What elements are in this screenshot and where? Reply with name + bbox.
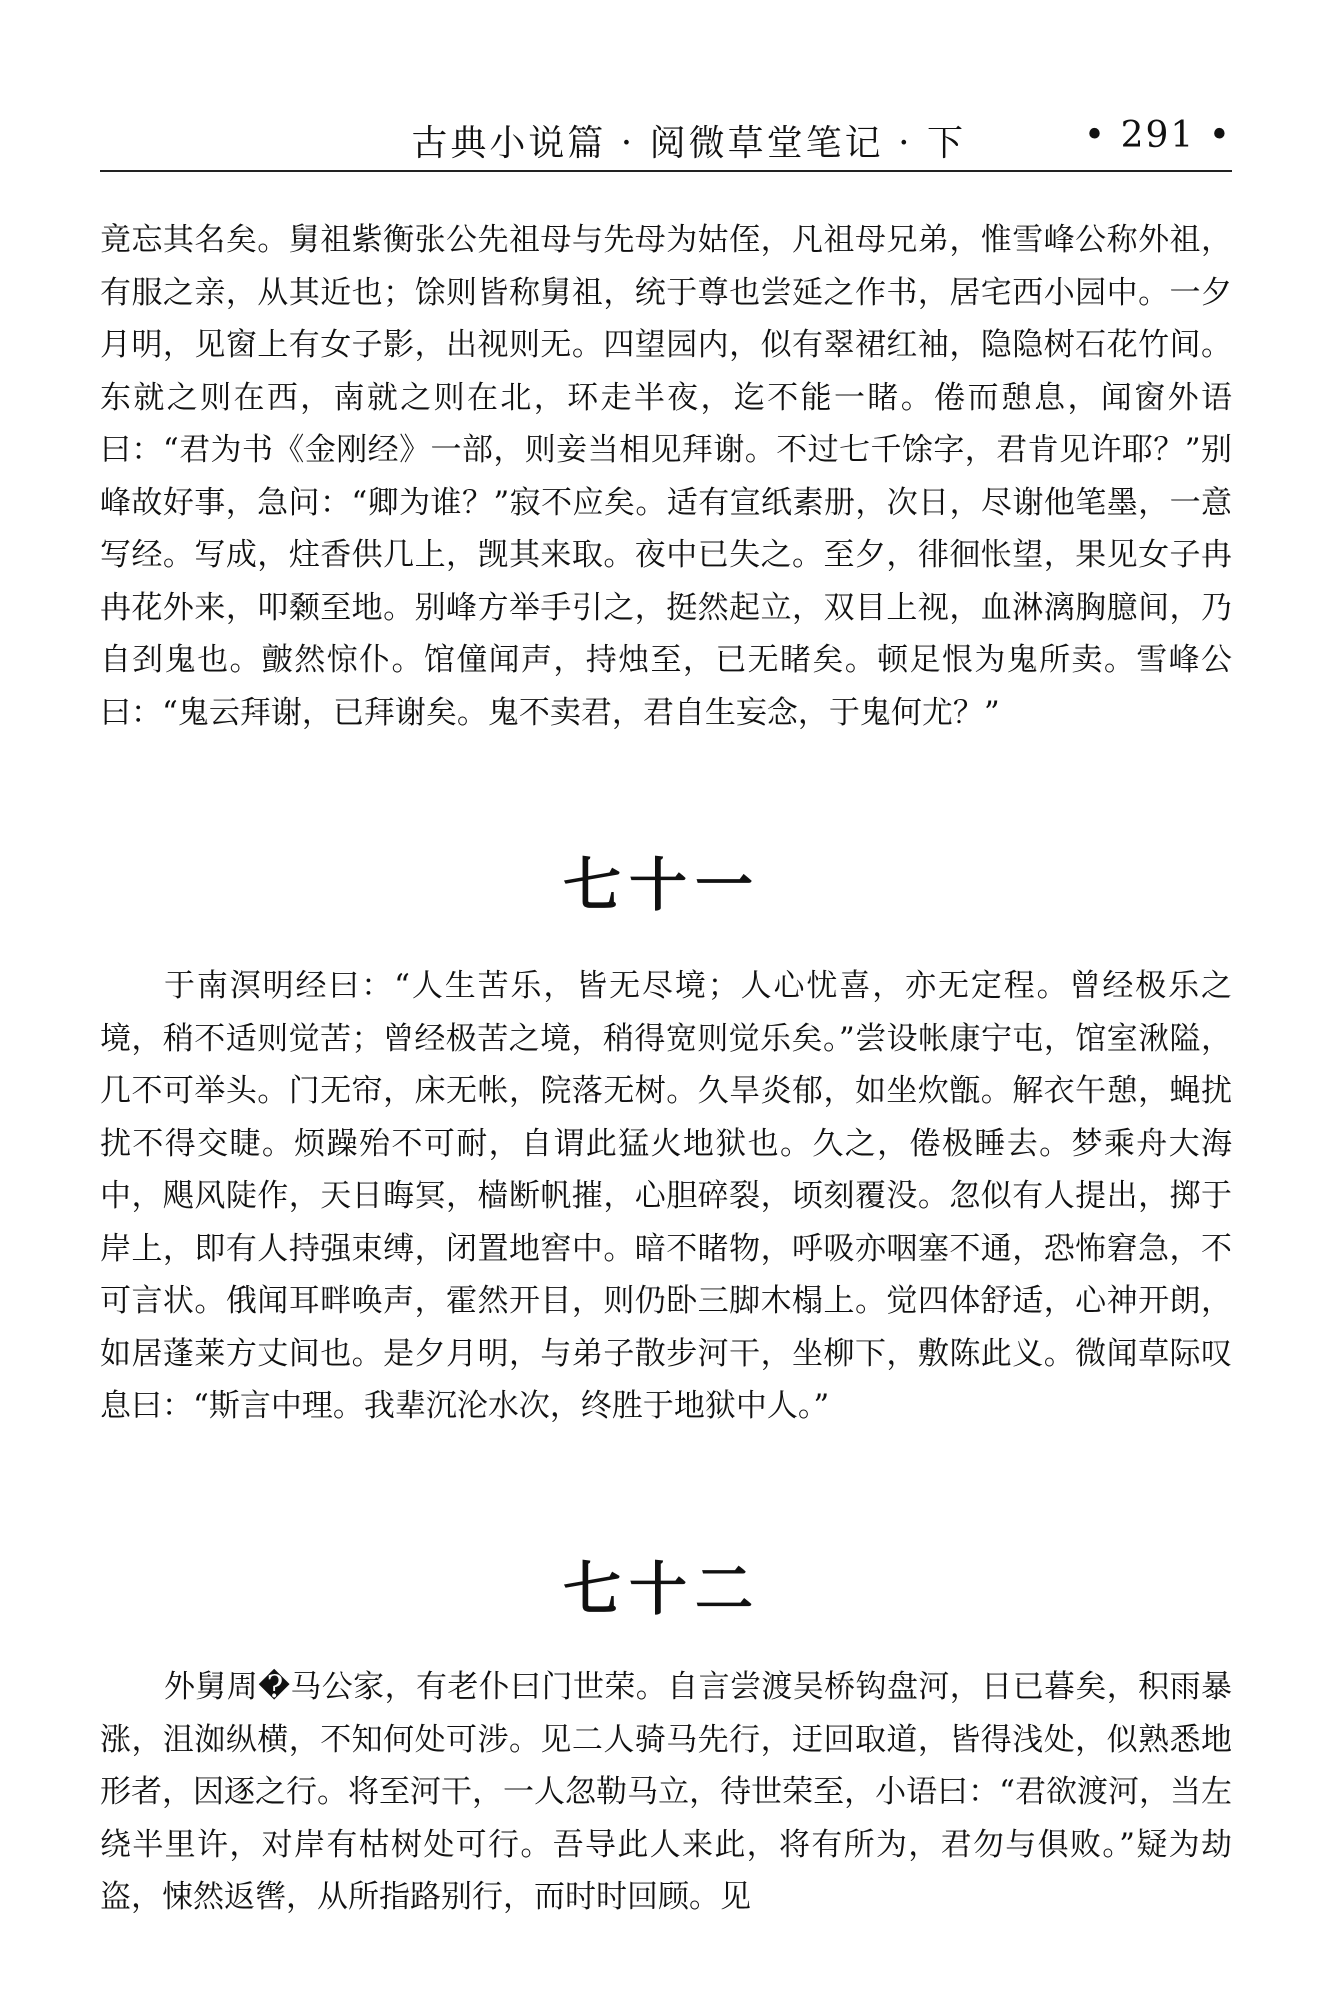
section-heading-72: 七十二 <box>562 1555 761 1623</box>
running-header-title: 古典小说篇 · 阅微草堂笔记 · 下 <box>411 123 966 164</box>
running-header <box>100 105 1232 165</box>
paragraph-section-71: 于南溟明经曰：“人生苦乐，皆无尽境；人心忧喜，亦无定程。曾经极乐之境，稍不适则觉苦；曾经极苦之境，稍得宽则觉乐矣。”尝设帐康宁屯，馆室湫隘，几不可举头。门无帘，床无帐，院落无树。久旱炎郁，如坐炊甑。解衣午憩，蝇扰扰不得交睫。烦躁殆不可耐，自谓此猛火地狱也。久之，倦极睡去。梦乘舟大海中，飓风陡作，天日晦冥，樯断帆摧，心胆碎裂，顷刻覆没。忽似有人提出，掷于岸上，即有人持强束缚，闭置地窖中。暗不睹物，呼吸亦咽塞不通，恐怖窘急，不可言状。俄闻耳畔唤声，霍然开目，则仍卧三脚木榻上。觉四体舒适，心神开朗，如居蓬莱方丈间也。是夕月明，与弟子散步河干，坐柳下，敷陈此义。微闻草际叹息曰：“斯言中理。我辈沉沦水次，终胜于地狱中人。” <box>100 968 1232 1424</box>
header-rule <box>100 170 1232 172</box>
paragraph-continued: 竟忘其名矣。舅祖紫衡张公先祖母与先母为姑侄，凡祖母兄弟，惟雪峰公称外祖，有服之亲，从其近也；馀则皆称舅祖，统于尊也尝延之作书，居宅西小园中。一夕月明，见窗上有女子影，出视则无。四望园内，似有翠裙红袖，隐隐树石花竹间。东就之则在西，南就之则在北，环走半夜，迄不能一睹。倦而憩息，闻窗外语曰：“君为书《金刚经》一部，则妾当相见拜谢。不过七千馀字，君肯见许耶？”别峰故好事，急问：“卿为谁？”寂不应矣。适有宣纸素册，次日，尽谢他笔墨，一意写经。写成，炷香供几上，觊其来取。夜中已失之。至夕，徘徊怅望，果见女子冉冉花外来，叩颡至地。别峰方举手引之，挺然起立，双目上视，血淋漓胸臆间，乃自刭鬼也。皽然惊仆。馆僮闻声，持烛至，已无睹矣。顿足恨为鬼所卖。雪峰公曰：“鬼云拜谢，已拜谢矣。鬼不卖君，君自生妄念，于鬼何尤？” <box>100 222 1232 731</box>
paragraph-section-72: 外舅周�马公家，有老仆曰门世荣。自言尝渡吴桥钩盘河，日已暮矣，积雨暴涨，沮洳纵横，不知何处可涉。见二人骑马先行，迂回取道，皆得浅处，似熟悉地形者，因逐之行。将至河干，一人忽勒马立，待世荣至，小语曰：“君欲渡河，当左绕半里许，对岸有枯树处可行。吾导此人来此，将有所为，君勿与俱败。”疑为劫盗，悚然返辔，从所指路别行，而时时回顾。见 <box>100 1669 1232 1915</box>
section-heading-71: 七十一 <box>562 851 761 919</box>
page-number: • 291 • <box>1083 115 1232 156</box>
